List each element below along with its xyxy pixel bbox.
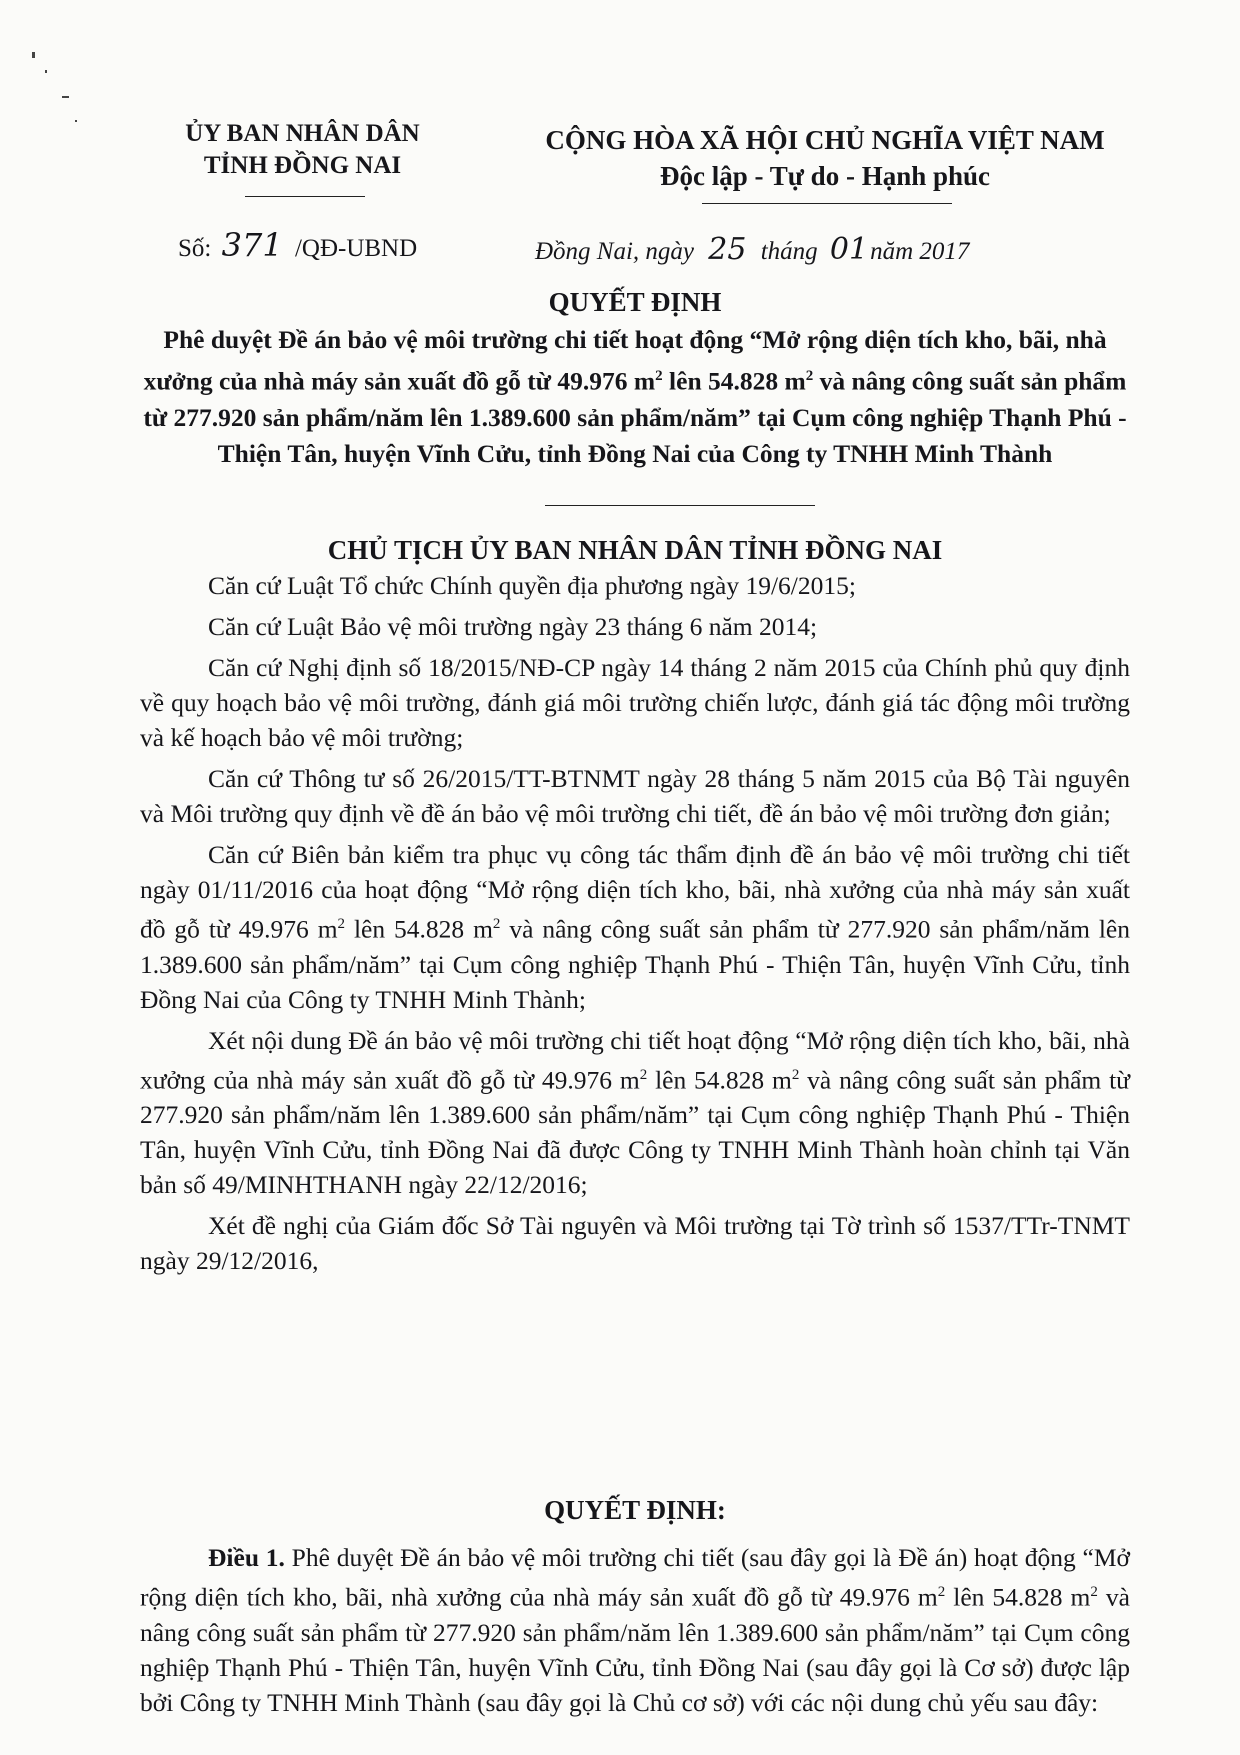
subject-underline	[545, 505, 815, 506]
decision-heading: QUYẾT ĐỊNH:	[544, 1495, 726, 1525]
article-text: Phê duyệt Đề án bảo vệ môi trường chi tiết (sau đây gọi là Đề án) hoạt động “Mở rộng diện tích kho, bãi, nhà xưởng của nhà máy sản xuất đồ gỗ từ 49.976 m	[140, 1543, 1130, 1612]
article-text: lên 54.828 m	[945, 1582, 1091, 1612]
scan-speck	[62, 96, 69, 98]
nation-line-2: Độc lập - Tự do - Hạnh phúc	[659, 161, 991, 191]
paragraph-sup: 2	[639, 1066, 648, 1083]
preamble	[140, 568, 1130, 1284]
subject-sup: 2	[655, 368, 663, 384]
article-text: và nâng công suất sản phẩm từ 277.920 sản phẩm/năm lên 1.389.600 sản phẩm/năm” tại Cụm công nghiệp Thạnh Phú - Thiện Tân, huyện Vĩnh Cửu, tỉnh Đồng Nai (sau đây gọi là Cơ sở) được lập bởi Công ty TNHH Minh Thành (sau đây gọi là Chủ cơ sở) với các nội dung chủ yếu sau đây:	[140, 1582, 1131, 1717]
scan-speck	[75, 120, 77, 122]
article-label: Điều 1.	[208, 1543, 285, 1572]
date-month-label: tháng	[760, 238, 818, 265]
preamble-paragraph	[140, 1023, 1130, 1203]
document-number	[178, 226, 417, 264]
date-month: 01	[829, 232, 869, 267]
date-year: năm 2017	[870, 238, 970, 265]
subject-sup: 2	[805, 368, 814, 384]
preamble-paragraph	[140, 837, 1130, 1017]
subject-text: lên 54.828 m	[662, 366, 806, 396]
article-sup: 2	[937, 1584, 946, 1600]
paragraph-text: lên 54.828 m	[647, 1065, 792, 1094]
preamble-paragraph: Xét đề nghị của Giám đốc Sở Tài nguyên và Môi trường tại Tờ trình số 1537/TTr-TNMT ngày 29/12/2016,	[140, 1211, 1130, 1275]
date-day: 25	[708, 232, 747, 267]
preamble-paragraph: Căn cứ Thông tư số 26/2015/TT-BTNMT ngày 28 tháng 5 năm 2015 của Bộ Tài nguyên và Môi trường quy định về đề án bảo vệ môi trường chi tiết, đề án bảo vệ môi trường đơn giản;	[140, 764, 1130, 828]
paragraph-text: lên 54.828 m	[345, 914, 493, 944]
authority-heading: CHỦ TỊCH ỦY BAN NHÂN DÂN TỈNH ĐỒNG NAI	[327, 535, 943, 565]
paragraph-text: và nâng công suất sản phẩm từ 277.920 sản phẩm/năm lên 1.389.600 sản phẩm/năm” tại Cụm công nghiệp Thạnh Phú - Thiện Tân, huyện Vĩnh Cửu, tỉnh Đồng Nai của Công ty TNHH Minh Thành;	[140, 914, 1130, 1014]
preamble-paragraph: Căn cứ Luật Tổ chức Chính quyền địa phương ngày 19/6/2015;	[208, 571, 856, 600]
article-paragraph	[140, 1540, 1130, 1720]
subject-text: và nâng công suất sản phẩm từ 277.920 sản phẩm/năm lên 1.389.600 sản phẩm/năm” tại Cụm công nghiệp Thạnh Phú - Thiện Tân, huyện Vĩnh Cửu, tỉnh Đồng Nai của Công ty TNHH Minh Thành	[143, 366, 1127, 468]
number-value: 371	[221, 226, 283, 264]
number-label: Số:	[178, 235, 212, 262]
paragraph-text: và nâng công suất sản phẩm từ 277.920 sản phẩm/năm lên 1.389.600 sản phẩm/năm” tại Cụm công nghiệp Thạnh Phú - Thiện Tân, huyện Vĩnh Cửu, tỉnh Đồng Nai đã được Công ty TNHH Minh Thành hoàn chỉnh tại Văn bản số 49/MINHTHANH ngày 22/12/2016;	[140, 1065, 1130, 1199]
scan-speck	[45, 70, 47, 73]
article-sup: 2	[1090, 1584, 1098, 1600]
agency-line-2: TỈNH ĐỒNG NAI	[203, 152, 402, 179]
issuing-agency	[170, 118, 435, 182]
subject-text: Phê duyệt Đề án bảo vệ môi trường chi tiết hoạt động “Mở rộng diện tích kho, bãi, nhà xưởng của nhà máy sản xuất đồ gỗ từ 49.976 m	[143, 325, 1107, 396]
paragraph-text: Căn cứ Biên bản kiểm tra phục vụ công tác thẩm định đề án bảo vệ môi trường chi tiết ngày 01/11/2016 của hoạt động “Mở rộng diện tích kho, bãi, nhà xưởng của nhà máy sản xuất đồ gỗ từ 49.976 m	[140, 840, 1130, 944]
number-suffix: /QĐ-UBND	[294, 235, 418, 262]
paragraph-text: Xét nội dung Đề án bảo vệ môi trường chi tiết hoạt động “Mở rộng diện tích kho, bãi, nhà xưởng của nhà máy sản xuất đồ gỗ từ 49.976 m	[140, 1025, 1130, 1094]
nation-line-1: CỘNG HÒA XÃ HỘI CHỦ NGHĨA VIỆT NAM	[545, 125, 1105, 155]
motto-underline	[702, 203, 952, 204]
paragraph-sup: 2	[492, 916, 501, 932]
date-prefix: Đồng Nai, ngày	[535, 238, 695, 265]
agency-underline	[245, 196, 365, 197]
article-1	[140, 1540, 1130, 1720]
paragraph-sup: 2	[791, 1066, 800, 1083]
document-subject	[140, 322, 1130, 472]
agency-line-1: ỦY BAN NHÂN DÂN	[185, 120, 420, 147]
document-title: QUYẾT ĐỊNH	[548, 287, 722, 317]
scan-speck	[32, 52, 35, 58]
national-motto	[515, 122, 1135, 194]
preamble-paragraph: Căn cứ Luật Bảo vệ môi trường ngày 23 tháng 6 năm 2014;	[208, 612, 818, 641]
document-date	[535, 232, 969, 267]
preamble-paragraph: Căn cứ Nghị định số 18/2015/NĐ-CP ngày 14 tháng 2 năm 2015 của Chính phủ quy định về quy hoạch bảo vệ môi trường, đánh giá môi trường chiến lược, đánh giá tác động môi trường và kế hoạch bảo vệ môi trường;	[140, 653, 1130, 752]
paragraph-sup: 2	[337, 916, 346, 932]
